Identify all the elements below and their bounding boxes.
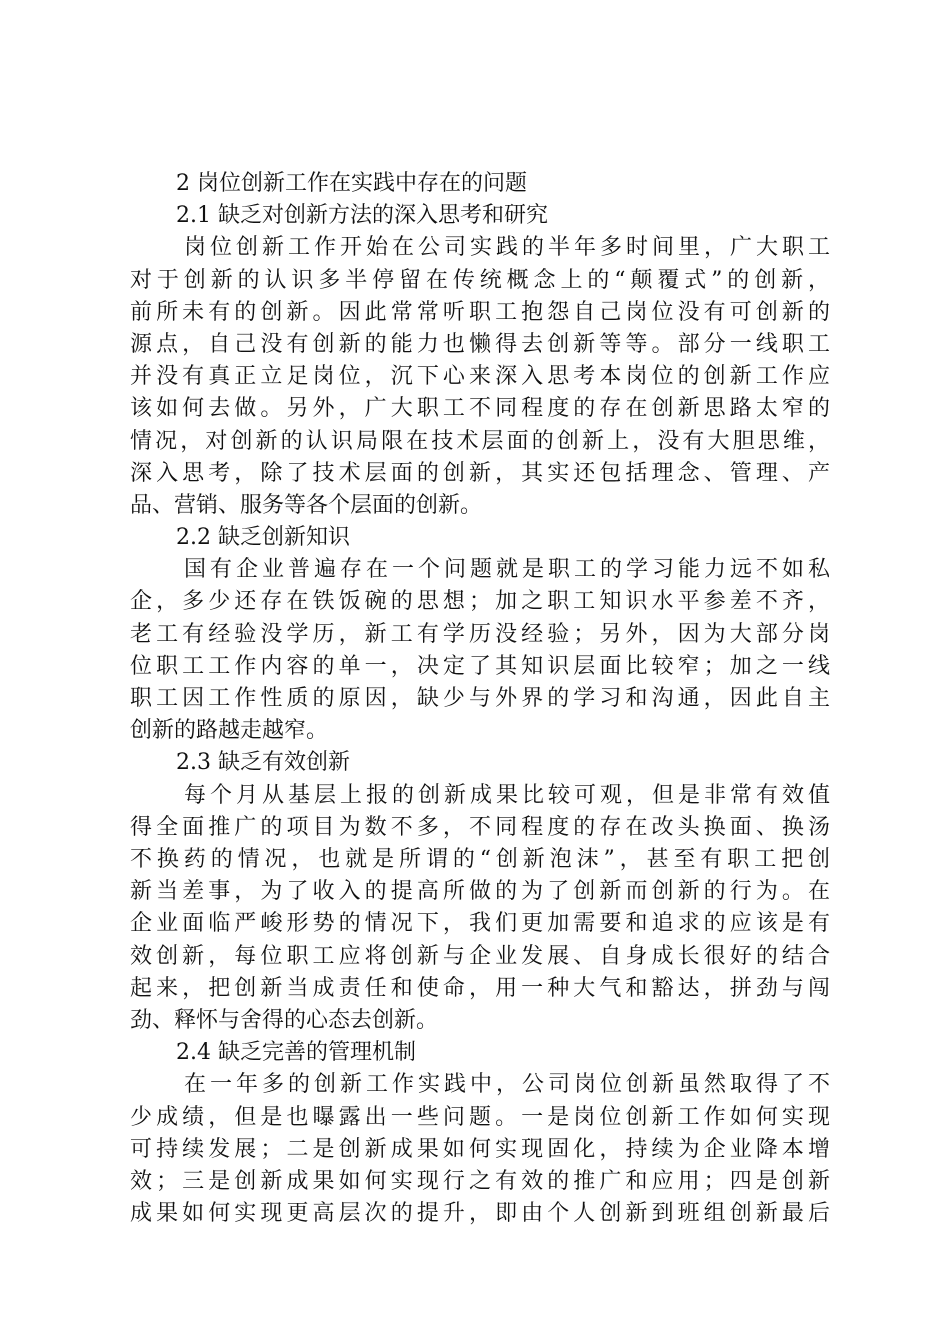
paragraph-line: 企业面临严峻形势的情况下，我们更加需要和追求的应该是有 [130, 911, 830, 937]
subsection-heading: 2.1 缺乏对创新方法的深入思考和研究 [176, 203, 548, 229]
section-heading: 2 岗位创新工作在实践中存在的问题 [176, 171, 527, 196]
paragraph-line: 成果如何实现更高层次的提升，即由个人创新到班组创新最后 [130, 1201, 830, 1227]
paragraph-line: 源点，自己没有创新的能力也懒得去创新等等。部分一线职工 [130, 331, 830, 357]
paragraph-line: 创新的路越走越窄。 [130, 718, 329, 744]
paragraph-line: 深入思考，除了技术层面的创新，其实还包括理念、管理、产 [130, 460, 830, 486]
paragraph-line: 企，多少还存在铁饭碗的思想；加之职工知识水平参差不齐， [130, 589, 830, 615]
paragraph [130, 232, 830, 522]
paragraph-line: 少成绩，但是也曝露出一些问题。一是岗位创新工作如何实现 [130, 1104, 830, 1130]
paragraph-line: 起来，把创新当成责任和使命，用一种大气和豁达，拼劲与闯 [130, 975, 830, 1001]
paragraph-line: 该如何去做。另外，广大职工不同程度的存在创新思路太窄的 [130, 396, 830, 422]
document-body [130, 168, 830, 1230]
paragraph-line: 国有企业普遍存在一个问题就是职工的学习能力远不如私 [184, 557, 830, 583]
paragraph [130, 554, 830, 747]
paragraph-line: 并没有真正立足岗位，沉下心来深入思考本岗位的创新工作应 [130, 364, 830, 390]
paragraph-line: 对于创新的认识多半停留在传统概念上的“颠覆式”的创新， [130, 267, 830, 293]
paragraph-line: 劲、释怀与舍得的心态去创新。 [130, 1007, 439, 1033]
paragraph-line: 在一年多的创新工作实践中，公司岗位创新虽然取得了不 [184, 1072, 830, 1098]
paragraph-line: 效；三是创新成果如何实现行之有效的推广和应用；四是创新 [130, 1168, 830, 1194]
paragraph-line: 情况，对创新的认识局限在技术层面的创新上，没有大胆思维， [130, 428, 830, 454]
paragraph-line: 老工有经验没学历，新工有学历没经验；另外，因为大部分岗 [130, 621, 830, 647]
paragraph [130, 1069, 830, 1230]
paragraph-line: 新当差事，为了收入的提高所做的为了创新而创新的行为。在 [130, 879, 830, 905]
subsection-heading: 2.4 缺乏完善的管理机制 [176, 1040, 416, 1066]
paragraph [130, 780, 830, 1038]
paragraph-line: 不换药的情况，也就是所谓的“创新泡沫”，甚至有职工把创 [130, 847, 830, 872]
paragraph-line: 品、营销、服务等各个层面的创新。 [130, 492, 483, 518]
subsection-heading: 2.3 缺乏有效创新 [176, 750, 350, 776]
paragraph-line: 得全面推广的项目为数不多，不同程度的存在改头换面、换汤 [130, 814, 830, 840]
paragraph-line: 每个月从基层上报的创新成果比较可观，但是非常有效值 [184, 782, 830, 808]
paragraph-line: 可持续发展；二是创新成果如何实现固化，持续为企业降本增 [130, 1136, 830, 1162]
paragraph-line: 前所未有的创新。因此常常听职工抱怨自己岗位没有可创新的 [130, 299, 830, 325]
paragraph-line: 岗位创新工作开始在公司实践的半年多时间里，广大职工 [184, 235, 830, 261]
subsection-heading: 2.2 缺乏创新知识 [176, 525, 350, 551]
paragraph-line: 效创新，每位职工应将创新与企业发展、自身成长很好的结合 [130, 943, 830, 969]
paragraph-line: 位职工工作内容的单一，决定了其知识层面比较窄；加之一线 [130, 653, 830, 679]
paragraph-line: 职工因工作性质的原因，缺少与外界的学习和沟通，因此自主 [130, 686, 830, 712]
